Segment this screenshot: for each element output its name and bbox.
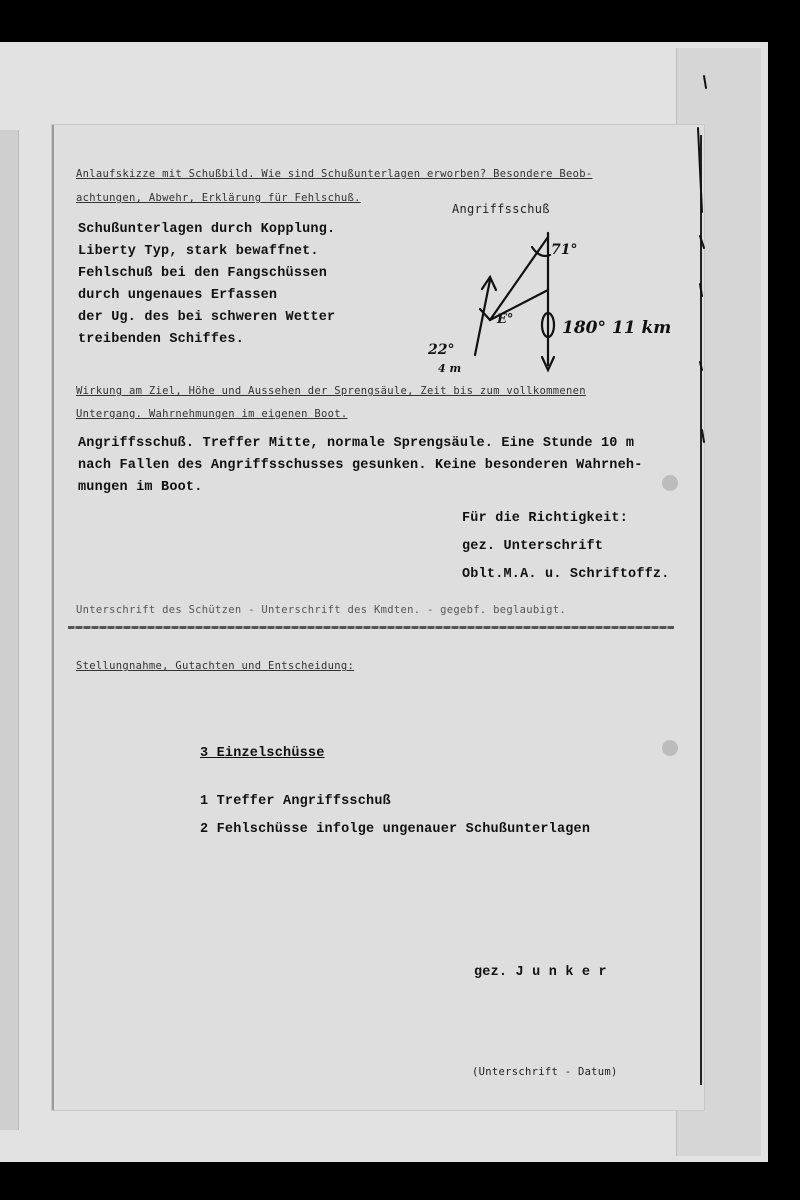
- sketch-bearing: 180° 11 km: [562, 318, 672, 338]
- observation-line: Fehlschuß bei den Fangschüssen: [78, 266, 328, 281]
- punch-hole: [662, 475, 678, 491]
- sketch-title: Angriffsschuß: [452, 202, 550, 216]
- margin-marks: [684, 70, 724, 470]
- punch-hole: [662, 740, 678, 756]
- left-adjacent-page: [0, 130, 19, 1130]
- certification-line: Oblt.M.A. u. Schriftoffz.: [462, 567, 670, 582]
- sketch-left-value: 22°: [428, 342, 455, 358]
- decision-item: 2 Fehlschüsse infolge ungenauer Schußunterlagen: [200, 822, 591, 837]
- signature-caption: Unterschrift des Schützen - Unterschrift des Kmdten. - gegebf. beglaubigt.: [76, 604, 566, 616]
- decision-item: 1 Treffer Angriffsschuß: [200, 794, 391, 809]
- section3-header: Stellungnahme, Gutachten und Entscheidung:: [76, 660, 355, 672]
- torpedo-track-line: [490, 237, 548, 320]
- observation-line: Liberty Typ, stark bewaffnet.: [78, 244, 319, 259]
- observation-line: durch ungenaues Erfassen: [78, 288, 278, 303]
- decision-signature: gez. J u n k e r: [474, 965, 607, 980]
- certification-line: Für die Richtigkeit:: [462, 511, 629, 526]
- certification-line: gez. Unterschrift: [462, 539, 604, 554]
- section2-header-line1: Wirkung am Ziel, Höhe und Aussehen der Sprengsäule, Zeit bis zum vollkommenen: [76, 385, 586, 397]
- effect-line: mungen im Boot.: [78, 480, 203, 495]
- sketch-e-label: E°: [497, 312, 514, 327]
- observation-line: Schußunterlagen durch Kopplung.: [78, 222, 336, 237]
- section-separator: [68, 626, 674, 629]
- signature-date-caption: (Unterschrift - Datum): [472, 1066, 618, 1078]
- sketch-left-unit: 4 m: [438, 362, 462, 375]
- section1-header-line1: Anlaufskizze mit Schußbild. Wie sind Schußunterlagen erworben? Besondere Beob-: [76, 168, 593, 180]
- sketch-angle-top: 71°: [551, 242, 578, 258]
- effect-line: nach Fallen des Angriffsschusses gesunken. Keine besonderen Wahrneh-: [78, 458, 643, 473]
- decision-heading: 3 Einzelschüsse: [200, 746, 325, 761]
- section1-header-line2: achtungen, Abwehr, Erklärung für Fehlschuß.: [76, 192, 361, 204]
- section2-header-line2: Untergang. Wahrnehmungen im eigenen Boot.: [76, 408, 348, 420]
- attack-sketch: [420, 225, 660, 385]
- effect-line: Angriffsschuß. Treffer Mitte, normale Sprengsäule. Eine Stunde 10 m: [78, 436, 635, 451]
- observation-line: der Ug. des bei schweren Wetter: [78, 310, 336, 325]
- observation-line: treibenden Schiffes.: [78, 332, 245, 347]
